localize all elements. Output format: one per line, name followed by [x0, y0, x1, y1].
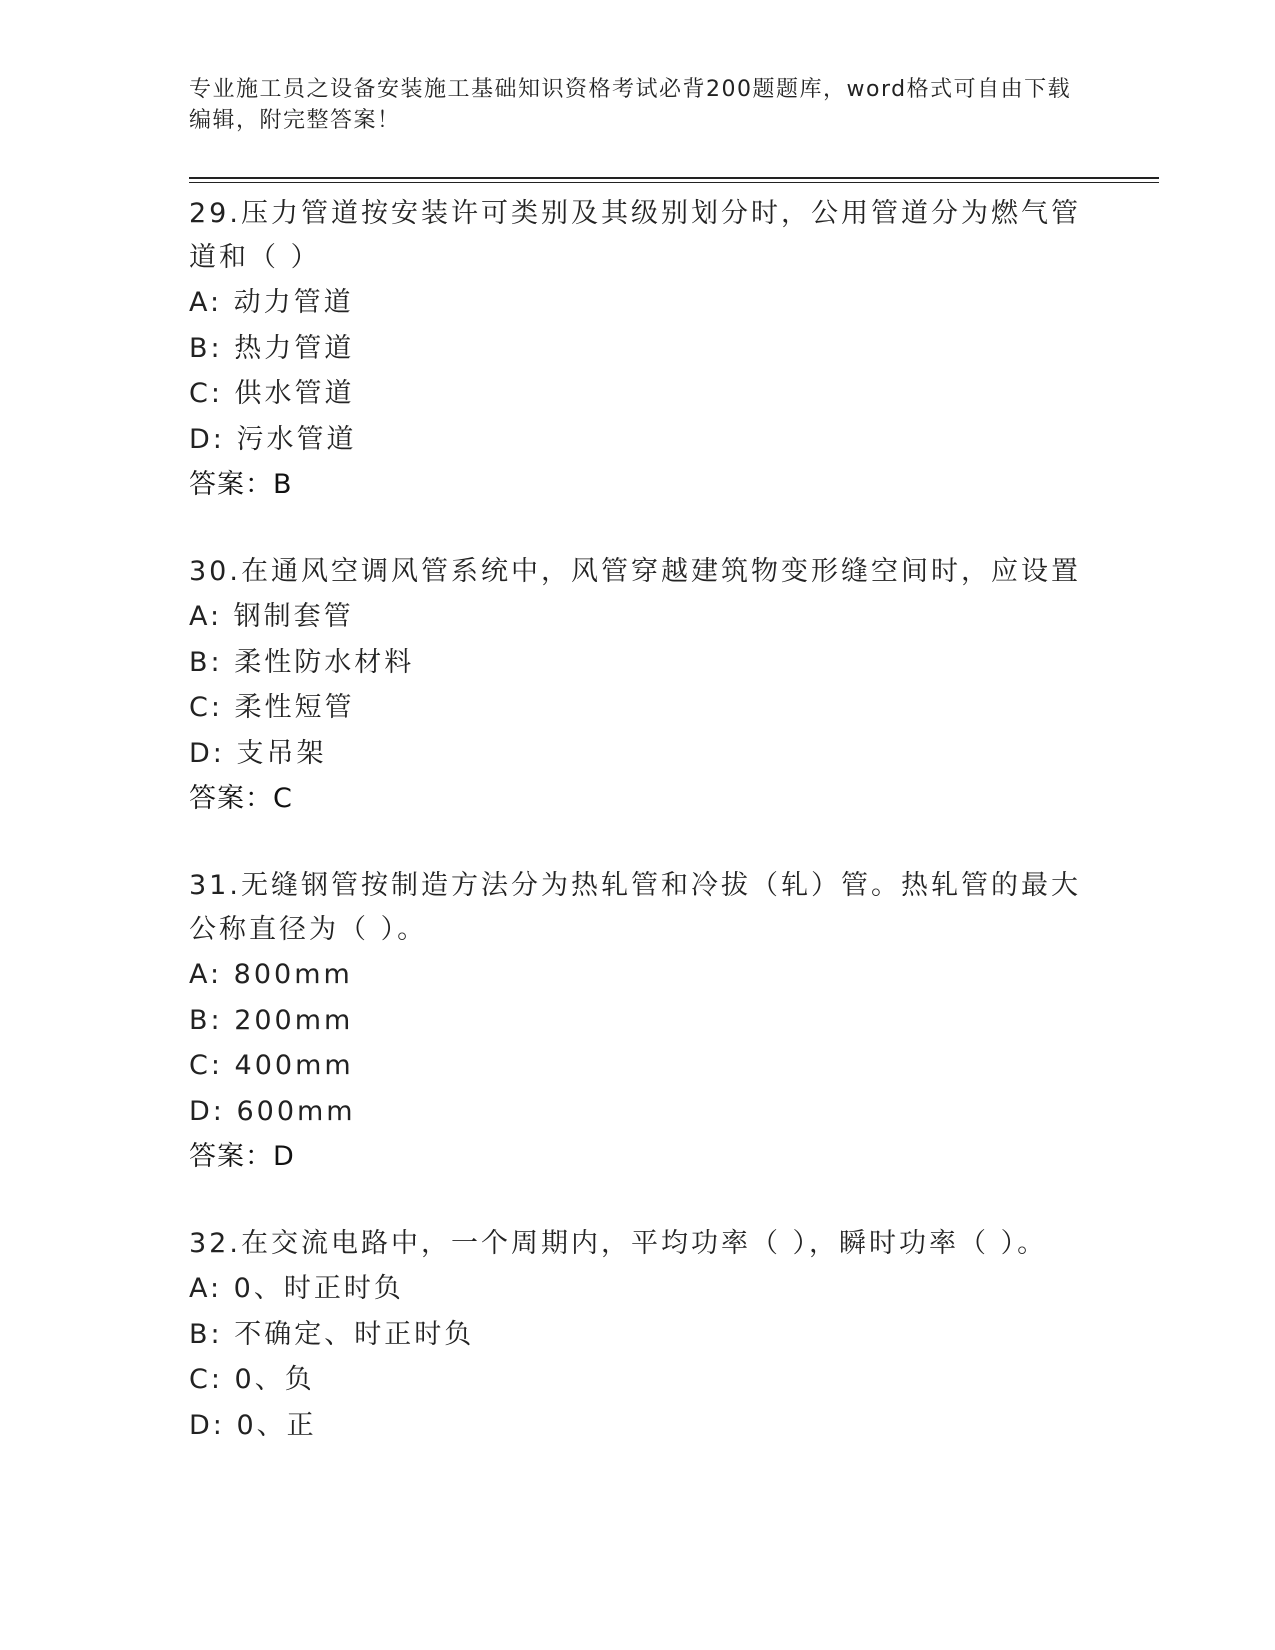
question-29 — [189, 192, 1089, 508]
option-b: B: 热力管道 — [189, 332, 355, 364]
answer-line: 答案：D — [189, 1141, 295, 1172]
option-d: D: 0、正 — [189, 1409, 317, 1441]
option-a: A: 0、时正时负 — [189, 1273, 404, 1304]
question-stem: 30.在通风空调风管系统中，风管穿越建筑物变形缝空间时，应设置 — [189, 556, 1081, 587]
question-30 — [189, 550, 1089, 822]
question-32 — [189, 1222, 1089, 1448]
question-stem: 31.无缝钢管按制造方法分为热轧管和冷拔（轧）管。热轧管的最大公称直径为（ ）。 — [189, 870, 1081, 945]
option-d: D: 污水管道 — [189, 423, 357, 455]
option-c: C: 供水管道 — [189, 378, 355, 409]
option-d: D: 600mm — [189, 1095, 356, 1127]
option-d: D: 支吊架 — [189, 737, 327, 769]
answer-line: 答案：B — [189, 469, 293, 500]
header-divider-thin — [189, 182, 1159, 183]
option-b: B: 200mm — [189, 1004, 354, 1036]
option-a: A: 800mm — [189, 959, 353, 990]
header-divider-thick — [189, 177, 1159, 179]
question-list — [189, 192, 1089, 1490]
option-c: C: 400mm — [189, 1050, 354, 1081]
question-stem: 32.在交流电路中，一个周期内，平均功率（ ），瞬时功率（ ）。 — [189, 1228, 1048, 1259]
option-a: A: 钢制套管 — [189, 601, 354, 632]
question-stem: 29.压力管道按安装许可类别及其级别划分时，公用管道分为燃气管道和（ ） — [189, 198, 1081, 273]
option-b: B: 柔性防水材料 — [189, 646, 415, 678]
answer-line: 答案：C — [189, 783, 293, 814]
option-c: C: 0、负 — [189, 1364, 315, 1395]
option-a: A: 动力管道 — [189, 287, 354, 318]
option-c: C: 柔性短管 — [189, 692, 355, 723]
question-31 — [189, 864, 1089, 1180]
page-header-text: 专业施工员之设备安装施工基础知识资格考试必背200题题库，word格式可自由下载编辑，附完整答案！ — [189, 77, 1072, 133]
option-b: B: 不确定、时正时负 — [189, 1318, 475, 1350]
